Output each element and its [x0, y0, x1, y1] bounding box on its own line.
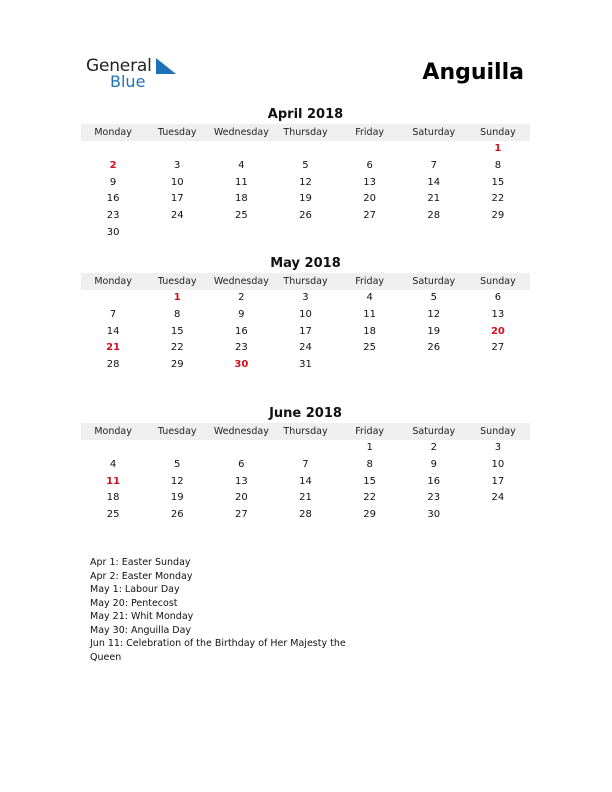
day-cell: 14 — [106, 325, 120, 337]
day-cell — [145, 141, 209, 158]
day-cell: 11 — [363, 308, 376, 320]
holiday-day-cell: 2 — [109, 159, 117, 171]
day-cell: 15 — [491, 176, 505, 188]
day-cell — [81, 290, 145, 307]
weekday-label: Monday — [94, 426, 132, 437]
day-cell: 6 — [238, 458, 245, 470]
day-cell: 14 — [427, 176, 441, 188]
day-cell: 9 — [430, 458, 437, 470]
weekday-label: Monday — [94, 276, 132, 287]
weekday-label: Tuesday — [157, 276, 197, 287]
day-cell: 17 — [170, 193, 184, 205]
weekday-label: Thursday — [283, 426, 328, 437]
weekday-label: Friday — [355, 426, 385, 437]
week-row — [81, 175, 530, 192]
day-cell — [402, 225, 466, 242]
day-cell — [466, 225, 530, 242]
weekday-header-row — [81, 423, 530, 440]
month-title: June 2018 — [269, 406, 342, 421]
day-cell: 19 — [170, 492, 184, 504]
week-row — [81, 507, 530, 524]
day-cell: 26 — [299, 210, 312, 222]
day-cell: 8 — [366, 458, 373, 470]
day-cell: 20 — [234, 492, 248, 504]
weekday-label: Sunday — [480, 426, 516, 437]
day-cell: 27 — [363, 210, 376, 222]
day-cell: 23 — [234, 342, 248, 354]
month-block — [81, 106, 530, 242]
day-cell: 4 — [109, 458, 117, 470]
day-cell: 16 — [427, 475, 441, 487]
holiday-note: May 30: Anguilla Day — [90, 624, 192, 636]
weekday-label: Saturday — [412, 127, 456, 138]
month-block — [81, 255, 530, 374]
day-cell: 29 — [170, 359, 184, 371]
logo-triangle-icon — [152, 58, 176, 76]
weekday-label: Friday — [355, 276, 385, 287]
week-row — [81, 225, 530, 242]
country-title: Anguilla — [422, 60, 524, 85]
week-row — [81, 440, 530, 457]
weekday-label: Wednesday — [213, 426, 269, 437]
month-title: April 2018 — [267, 107, 344, 122]
day-cell: 1 — [366, 442, 373, 453]
day-cell: 12 — [299, 176, 312, 188]
day-cell: 6 — [494, 292, 502, 303]
week-row — [81, 208, 530, 225]
day-cell — [273, 440, 337, 457]
week-row — [81, 307, 530, 324]
day-cell: 18 — [234, 193, 248, 205]
week-row — [81, 290, 530, 307]
day-cell: 16 — [234, 325, 248, 337]
week-row — [81, 357, 530, 374]
day-cell: 21 — [427, 193, 441, 205]
generalblue-logo — [86, 56, 186, 96]
day-cell: 25 — [363, 342, 376, 354]
day-cell: 25 — [106, 509, 120, 521]
day-cell: 24 — [170, 210, 184, 222]
logo-blue-text: Blue — [110, 72, 146, 91]
day-cell: 21 — [299, 492, 312, 504]
holiday-note: Apr 2: Easter Monday — [90, 570, 193, 582]
day-cell: 11 — [234, 176, 248, 188]
day-cell: 18 — [106, 492, 120, 504]
weekday-label: Thursday — [283, 276, 328, 287]
week-row — [81, 158, 530, 175]
day-cell — [209, 225, 273, 242]
day-cell: 8 — [174, 308, 181, 320]
weekday-header-row — [81, 273, 530, 290]
day-cell: 7 — [302, 458, 309, 470]
holiday-note: Apr 1: Easter Sunday — [90, 557, 191, 568]
week-row — [81, 324, 530, 341]
day-cell — [81, 141, 145, 158]
day-cell: 29 — [491, 210, 505, 222]
holiday-day-cell: 20 — [490, 325, 505, 337]
day-cell: 6 — [366, 159, 373, 171]
day-cell: 27 — [491, 342, 505, 354]
weekday-label: Tuesday — [157, 426, 197, 437]
week-row — [81, 457, 530, 474]
day-cell: 23 — [106, 210, 120, 222]
holiday-day-cell: 21 — [106, 342, 121, 354]
day-cell: 26 — [170, 509, 184, 521]
holiday-note: May 1: Labour Day — [90, 584, 180, 595]
day-cell: 29 — [363, 509, 376, 521]
day-cell: 10 — [491, 458, 505, 470]
day-cell: 5 — [430, 292, 437, 303]
week-row — [81, 490, 530, 507]
day-cell: 18 — [363, 325, 376, 337]
day-cell: 7 — [109, 308, 117, 320]
holiday-note: May 21: Whit Monday — [90, 611, 194, 622]
day-cell: 3 — [302, 292, 309, 303]
day-cell: 9 — [238, 308, 245, 320]
day-cell: 4 — [238, 159, 245, 171]
month-block — [81, 405, 530, 524]
day-cell — [145, 225, 209, 242]
day-cell: 26 — [427, 342, 441, 354]
day-cell: 22 — [170, 342, 184, 354]
day-cell — [81, 440, 145, 457]
day-cell — [145, 440, 209, 457]
weekday-label: Friday — [355, 127, 385, 138]
day-cell: 22 — [491, 193, 505, 205]
day-cell: 19 — [299, 193, 312, 205]
weekday-label: Wednesday — [213, 127, 269, 138]
weekday-label: Saturday — [412, 276, 456, 287]
weekday-label: Saturday — [412, 426, 456, 437]
day-cell: 8 — [494, 159, 502, 171]
weekday-label: Tuesday — [157, 127, 197, 138]
day-cell: 23 — [427, 492, 441, 504]
day-cell: 13 — [491, 308, 505, 320]
day-cell: 17 — [299, 325, 312, 337]
day-cell: 27 — [234, 509, 248, 521]
day-cell — [273, 225, 337, 242]
day-cell — [466, 357, 530, 374]
holiday-day-cell: 1 — [494, 143, 502, 154]
week-row — [81, 474, 530, 491]
day-cell: 31 — [299, 359, 312, 371]
day-cell: 7 — [430, 159, 437, 171]
day-cell: 22 — [363, 492, 376, 504]
day-cell: 10 — [299, 308, 312, 320]
day-cell: 20 — [363, 193, 376, 205]
day-cell: 15 — [363, 475, 376, 487]
day-cell: 2 — [238, 292, 245, 303]
day-cell: 12 — [170, 475, 184, 487]
day-cell: 9 — [109, 176, 117, 188]
day-cell: 3 — [174, 159, 181, 171]
weekday-header-row — [81, 124, 530, 141]
day-cell: 4 — [366, 292, 373, 303]
day-cell: 28 — [106, 359, 120, 371]
month-title: May 2018 — [270, 256, 341, 271]
day-cell: 28 — [427, 210, 441, 222]
holiday-day-cell: 1 — [173, 292, 181, 303]
day-cell: 16 — [106, 193, 120, 205]
holiday-note: May 20: Pentecost — [90, 597, 178, 609]
day-cell: 5 — [302, 159, 309, 171]
day-cell — [209, 141, 273, 158]
day-cell — [402, 357, 466, 374]
day-cell — [402, 141, 466, 158]
day-cell: 10 — [170, 176, 184, 188]
day-cell: 30 — [106, 226, 120, 238]
day-cell: 19 — [427, 325, 441, 337]
day-cell: 13 — [234, 475, 248, 487]
holiday-day-cell: 30 — [234, 359, 249, 371]
logo-general-text: General — [86, 56, 152, 76]
weekday-label: Thursday — [283, 127, 328, 138]
weekday-label: Sunday — [480, 276, 516, 287]
holiday-note: Jun 11: Celebration of the Birthday of Her Majesty the Queen — [90, 638, 346, 663]
day-cell: 24 — [299, 342, 312, 354]
holiday-notes — [90, 556, 350, 664]
holiday-day-cell: 11 — [106, 475, 121, 487]
day-cell: 13 — [363, 176, 376, 188]
day-cell: 24 — [491, 492, 505, 504]
day-cell: 12 — [427, 308, 441, 320]
week-row — [81, 191, 530, 208]
weekday-label: Wednesday — [213, 276, 269, 287]
day-cell: 25 — [234, 210, 248, 222]
day-cell: 17 — [491, 475, 505, 487]
day-cell — [338, 225, 402, 242]
day-cell: 5 — [174, 458, 181, 470]
day-cell: 2 — [430, 442, 437, 453]
day-cell — [209, 440, 273, 457]
day-cell — [466, 507, 530, 524]
week-row — [81, 340, 530, 357]
day-cell: 14 — [299, 475, 312, 487]
week-row — [81, 141, 530, 158]
day-cell: 28 — [299, 509, 312, 521]
day-cell — [338, 141, 402, 158]
day-cell: 3 — [494, 442, 502, 453]
day-cell — [338, 357, 402, 374]
weekday-label: Sunday — [480, 127, 516, 138]
day-cell — [273, 141, 337, 158]
weekday-label: Monday — [94, 127, 132, 138]
day-cell: 30 — [427, 509, 441, 521]
day-cell: 15 — [170, 325, 184, 337]
